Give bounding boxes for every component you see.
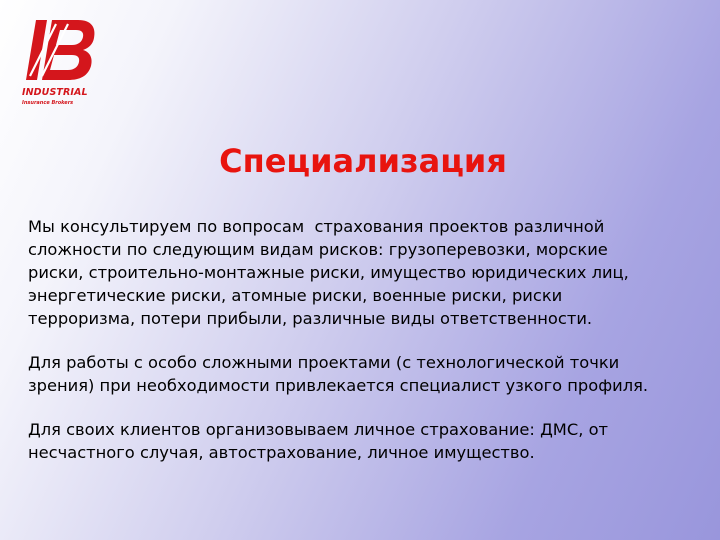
text-line: несчастного случая, автострахование, личное имущество. xyxy=(28,443,535,462)
logo-brand-name: INDUSTRIAL xyxy=(22,87,88,98)
slide-title: Специализация xyxy=(219,142,507,180)
text-line: Для работы с особо сложными проектами (с технологической точки xyxy=(28,353,620,372)
ib-logo-mark-icon xyxy=(22,16,98,86)
text-line: сложности по следующим видам рисков: грузоперевозки, морские xyxy=(28,240,608,259)
text-line: энергетические риски, атомные риски, военные риски, риски xyxy=(28,286,563,305)
text-line: терроризма, потери прибыли, различные виды ответственности. xyxy=(28,309,593,328)
slide-body xyxy=(28,215,708,464)
text-line: риски, строительно-монтажные риски, имущество юридических лиц, xyxy=(28,263,629,282)
company-logo xyxy=(22,16,98,110)
text-line: зрения) при необходимости привлекается специалист узкого профиля. xyxy=(28,376,649,395)
logo-tagline: Insurance Brokers xyxy=(22,100,74,106)
text-line: Для своих клиентов организовываем личное страхование: ДМС, от xyxy=(28,420,609,439)
paragraph-personal-insurance xyxy=(28,418,708,464)
paragraph-risks xyxy=(28,215,708,330)
paragraph-specialist xyxy=(28,351,708,397)
text-line: Мы консультируем по вопросам страхования проектов различной xyxy=(28,217,605,236)
